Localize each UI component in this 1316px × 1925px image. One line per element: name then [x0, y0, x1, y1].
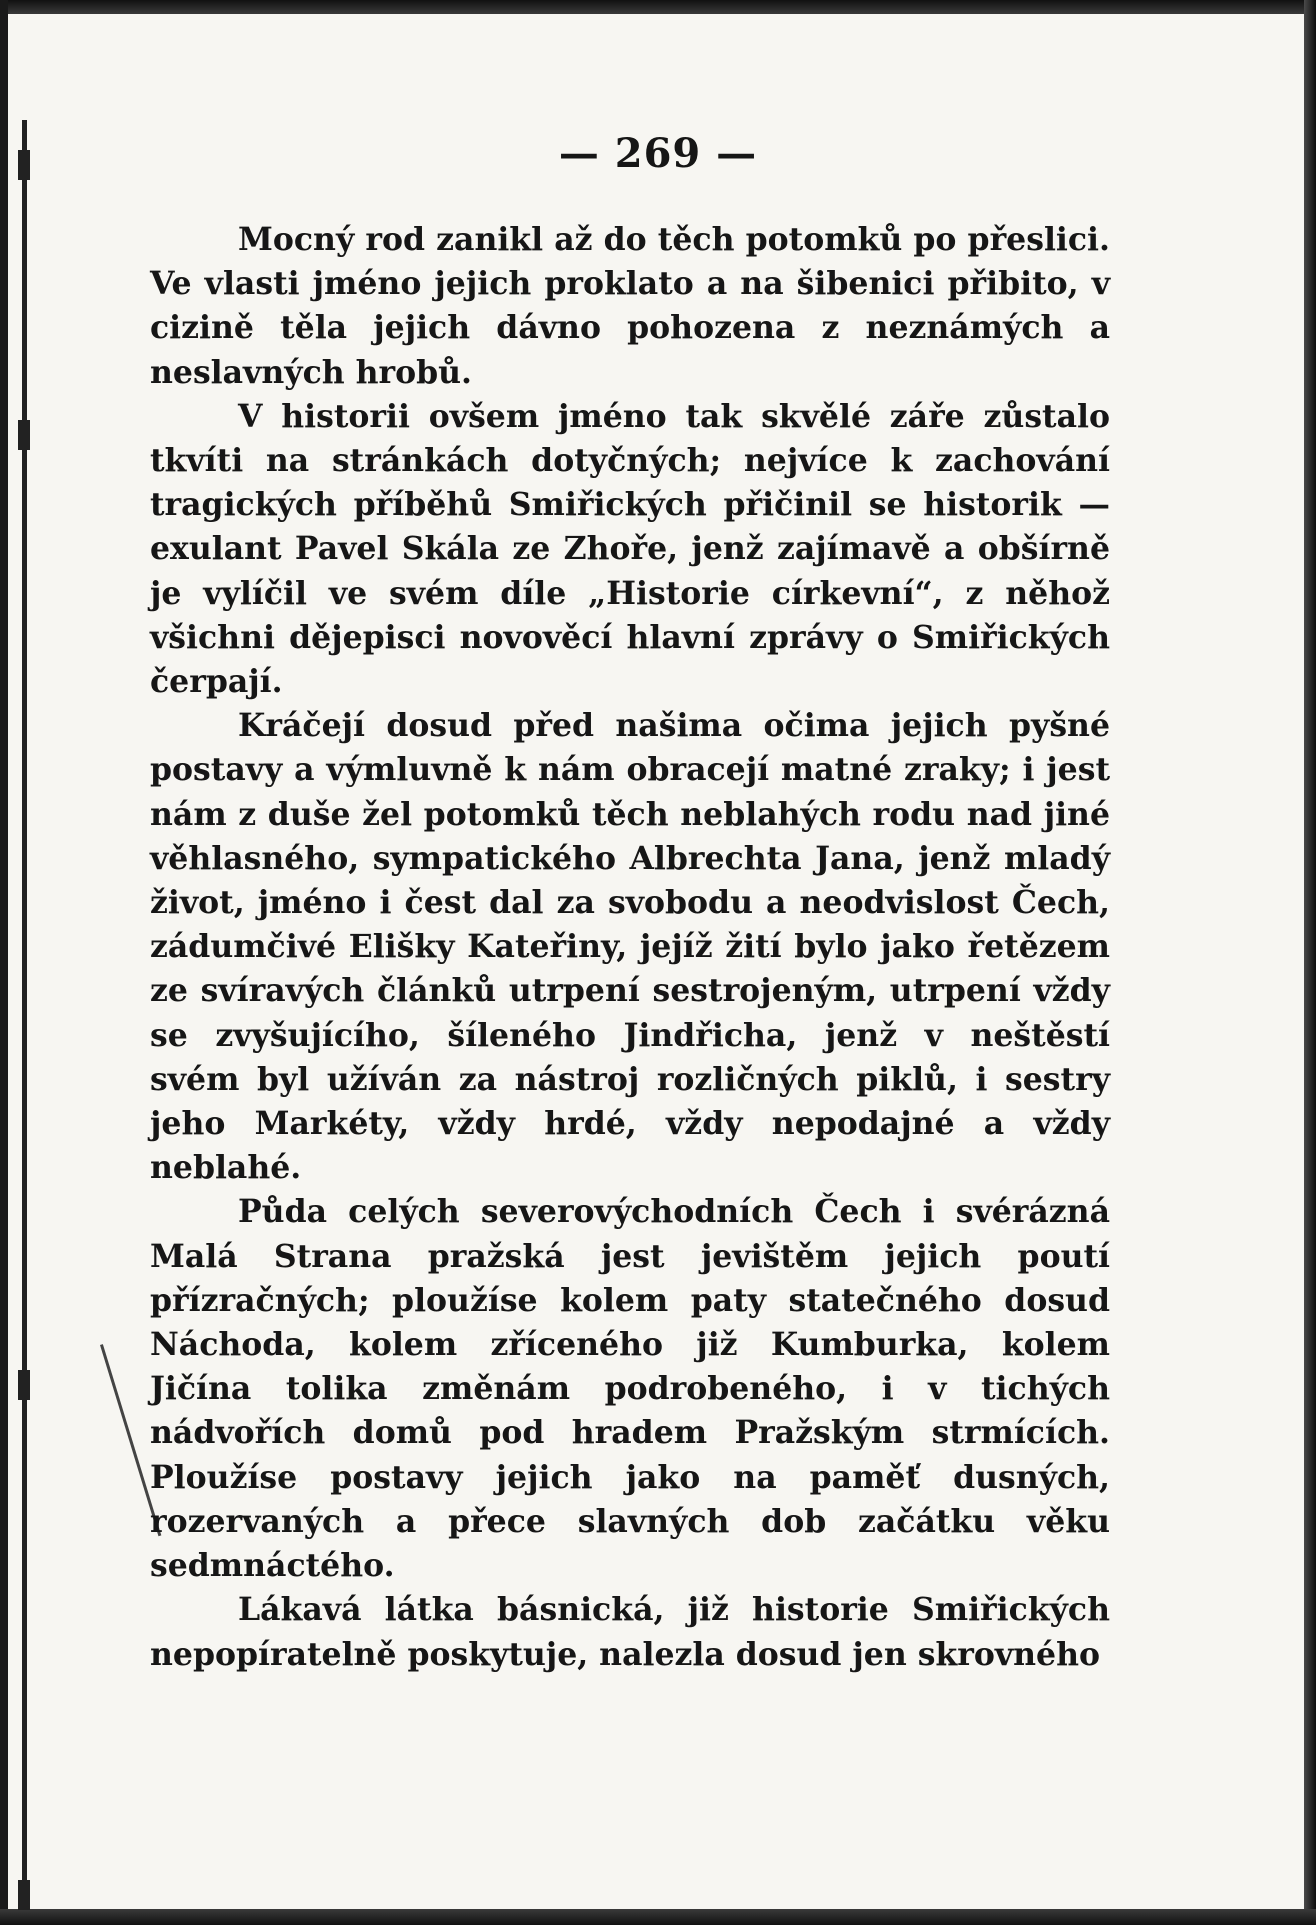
- page-number: — 269 —: [558, 130, 758, 177]
- binding-mark: [18, 1370, 30, 1400]
- scan-border-left: [0, 0, 8, 1925]
- binding-mark: [18, 420, 30, 450]
- scan-border-top: [0, 0, 1316, 14]
- scan-border-bottom: [0, 1909, 1316, 1925]
- body-text: [150, 218, 1110, 1677]
- paragraph: Lákavá látka básnická, již historie Smiřických nepopíratelně poskytuje, nalezla dosud jen skrovného: [150, 1591, 1110, 1673]
- paragraph: Mocný rod zanikl až do těch potomků po přeslici. Ve vlasti jméno jejich proklato a na šibenici přibito, v cizině těla jejich dávno pohozena z neznámých a neslavných hrobů.: [150, 221, 1110, 391]
- binding-mark: [18, 1880, 30, 1910]
- paragraph: V historii ovšem jméno tak skvělé záře zůstalo tkvíti na stránkách dotyčných; nejvíce k zachování tragických příběhů Smiřických přičinil se historik — exulant Pavel Skála ze Zhoře, jenž zajímavě a obšírně je vylíčil ve svém díle „Historie církevní“, z něhož všichni dějepisci novověcí hlavní zprávy o Smiřických čerpají.: [150, 397, 1110, 701]
- paragraph: Kráčejí dosud před našima očima jejich pyšné postavy a výmluvně k nám obracejí matné zraky; i jest nám z duše žel potomků těch neblahých rodu nad jiné věhlasného, sympatického Albrechta Jana, jenž mladý život, jméno i čest dal za svobodu a neodvislost Čech, zádumčivé Elišky Kateřiny, jejíž žití bylo jako řetězem ze svíravých článků utrpení sestrojeným, utrpení vždy se zvyšujícího, šíleného Jindřicha, jenž v neštěstí svém byl užíván za nástroj rozličných piklů, i sestry jeho Markéty, vždy hrdé, vždy nepodajné a vždy neblahé.: [150, 707, 1110, 1187]
- paragraph: Půda celých severovýchodních Čech i svérázná Malá Strana pražská jest jevištěm jejich poutí přízračných; ploužíse kolem paty statečného dosud Náchoda, kolem zříceného již Kumburka, kolem Jičína tolika změnám podrobeného, i v tichých nádvořích domů pod hradem Pražským strmících. Ploužíse postavy jejich jako na paměť dusných, rozervaných a přece slavných dob začátku věku sedmnáctého.: [150, 1193, 1110, 1585]
- binding-spine-shadow: [22, 120, 27, 1900]
- scan-border-right: [1304, 0, 1316, 1925]
